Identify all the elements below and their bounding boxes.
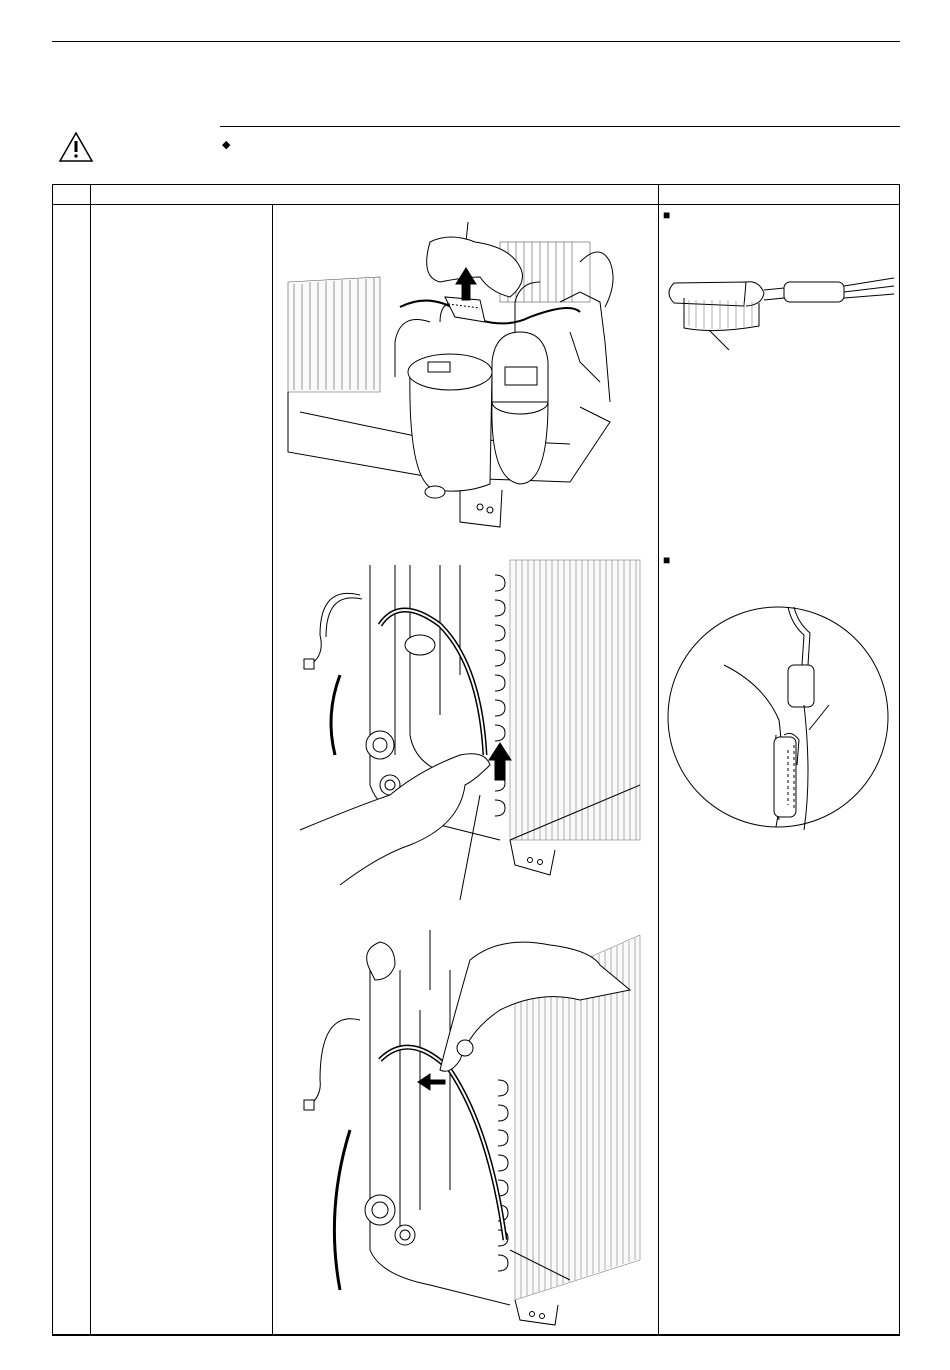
top-rule [52,41,900,42]
figure-compressor-thermistor [280,222,640,552]
figure-thermistor-with-insulation [664,268,894,368]
note-marker-2: ■ [663,553,671,567]
note-marker-1: ■ [663,208,671,222]
bottom-rule [52,1334,900,1336]
caution-bullet: ◆ [222,139,231,151]
warning-triangle-icon [58,131,94,163]
figure-thermistor-clip-detail [664,605,894,835]
figure-side-thermistor-install [300,930,645,1325]
caution-rule [220,126,900,127]
figure-side-thermistor-removal [300,555,645,900]
